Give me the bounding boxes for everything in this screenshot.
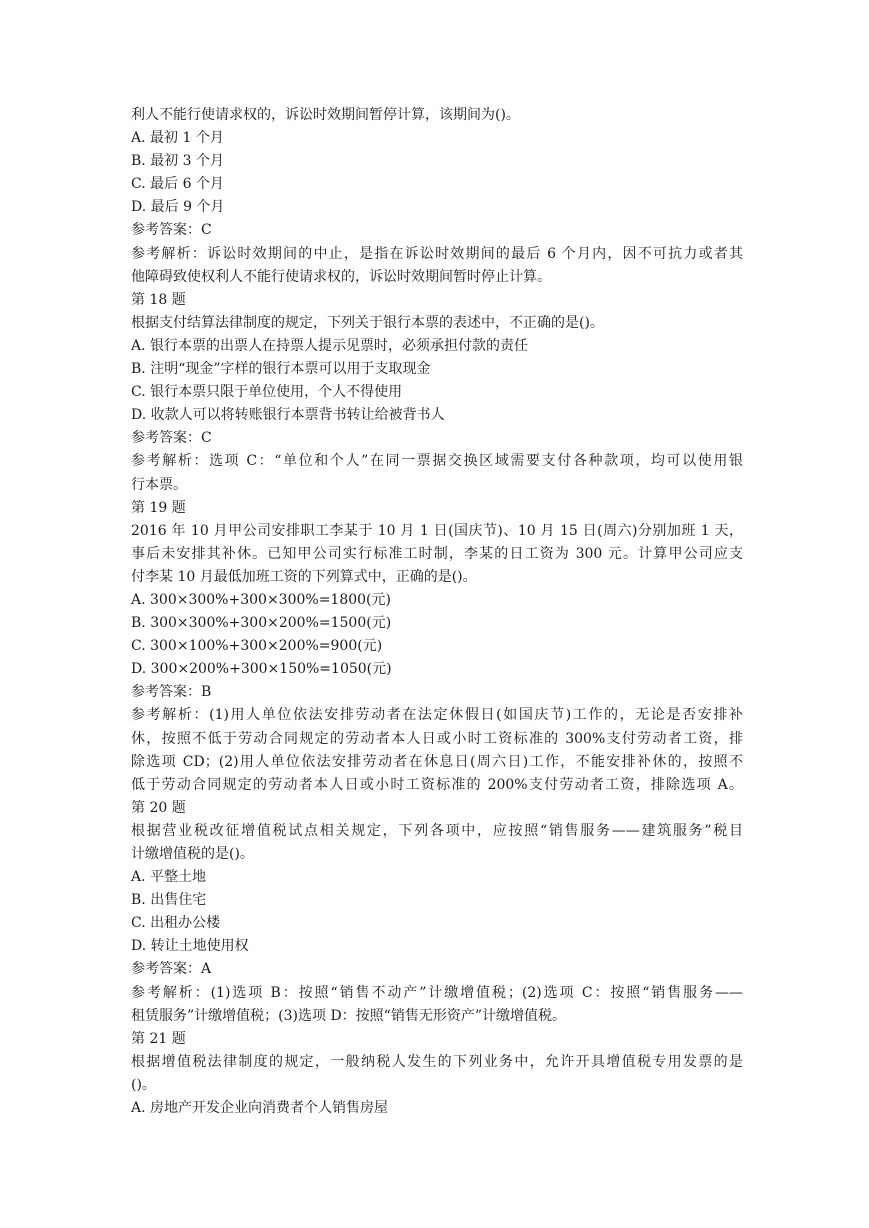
document-body [131,104,743,1120]
explanation-line: 参考解析：(1)用人单位依法安排劳动者在法定休假日(如国庆节)工作的，无论是否安排补 [131,707,743,724]
explanation-line: 休，按照不低于劳动合同规定的劳动者本人日或小时工资标准的 300%支付劳动者工资，排 [131,730,743,747]
answer-line: 参考答案：B [131,684,212,701]
explanation-line: 参考解析：选项 C：“单位和个人”在同一票据交换区域需要支付各种款项，均可以使用银 [131,453,743,470]
option-line: D. 转让土地使用权 [131,938,249,955]
option-line: D. 最后 9 个月 [131,199,225,216]
option-line: C. 出租办公楼 [131,915,221,932]
option-line: B. 300×300%+300×200%=1500(元) [131,615,392,632]
question-text: 计缴增值税的是()。 [131,846,254,862]
option-line: B. 出售住宅 [131,892,207,909]
question-heading: 第 19 题 [131,499,186,516]
option-line: D. 300×200%+300×150%=1050(元) [131,661,392,678]
explanation-line: 除选项 CD；(2)用人单位依法安排劳动者在休息日(周六日)工作，不能安排补休的，按照不 [131,753,743,770]
text-line: 利人不能行使请求权的，诉讼时效期间暂停计算，该期间为()。 [131,107,520,123]
explanation-line: 租赁服务”计缴增值税；(3)选项 D：按照“销售无形资产”计缴增值税。 [131,1007,566,1024]
explanation-line: 参考解析：诉讼时效期间的中止，是指在诉讼时效期间的最后 6 个月内，因不可抗力或者其 [131,245,743,262]
question-text: 根据支付结算法律制度的规定，下列关于银行本票的表述中，不正确的是()。 [131,314,604,331]
question-text: 付李某 10 月最低加班工资的下列算式中，正确的是()。 [131,568,477,585]
explanation-line: 行本票。 [131,476,187,493]
option-line: A. 300×300%+300×300%=1800(元) [131,591,391,608]
question-heading: 第 21 题 [131,1030,186,1047]
explanation-line: 参考解析：(1)选项 B：按照“销售不动产”计缴增值税；(2)选项 C：按照“销售服务—— [131,984,743,1001]
option-line: C. 300×100%+300×200%=900(元) [131,638,383,655]
option-line: A. 银行本票的出票人在持票人提示见票时，必须承担付款的责任 [131,337,529,354]
question-heading: 第 18 题 [131,291,186,308]
option-line: D. 收款人可以将转账银行本票背书转让给被背书人 [131,407,445,424]
explanation-line: 他障碍致使权利人不能行使请求权的，诉讼时效期间暂时停止计算。 [131,268,551,285]
explanation-line: 低于劳动合同规定的劳动者本人日或小时工资标准的 200%支付劳动者工资，排除选项 A。 [131,776,743,793]
option-line: C. 银行本票只限于单位使用，个人不得使用 [131,384,403,401]
option-line: A. 最初 1 个月 [131,130,224,147]
question-text: 2016 年 10 月甲公司安排职工李某于 10 月 1 日(国庆节)、10 月 15 日(周六)分别加班 1 天， [131,522,743,539]
option-line: B. 注明“现金”字样的银行本票可以用于支取现金 [131,361,431,378]
option-line: B. 最初 3 个月 [131,153,224,170]
option-line: A. 房地产开发企业向消费者个人销售房屋 [131,1100,389,1117]
question-text: 事后未安排其补休。已知甲公司实行标准工时制，李某的日工资为 300 元。计算甲公司应支 [131,545,743,562]
answer-line: 参考答案：A [131,961,212,978]
answer-line: 参考答案：C [131,222,212,239]
option-line: C. 最后 6 个月 [131,176,224,193]
question-text: ()。 [131,1076,156,1093]
option-line: A. 平整土地 [131,869,207,886]
question-heading: 第 20 题 [131,799,186,816]
answer-line: 参考答案：C [131,430,212,447]
question-text: 根据增值税法律制度的规定，一般纳税人发生的下列业务中，允许开具增值税专用发票的是 [131,1053,743,1070]
question-text: 根据营业税改征增值税试点相关规定，下列各项中，应按照“销售服务——建筑服务”税目 [131,822,743,839]
